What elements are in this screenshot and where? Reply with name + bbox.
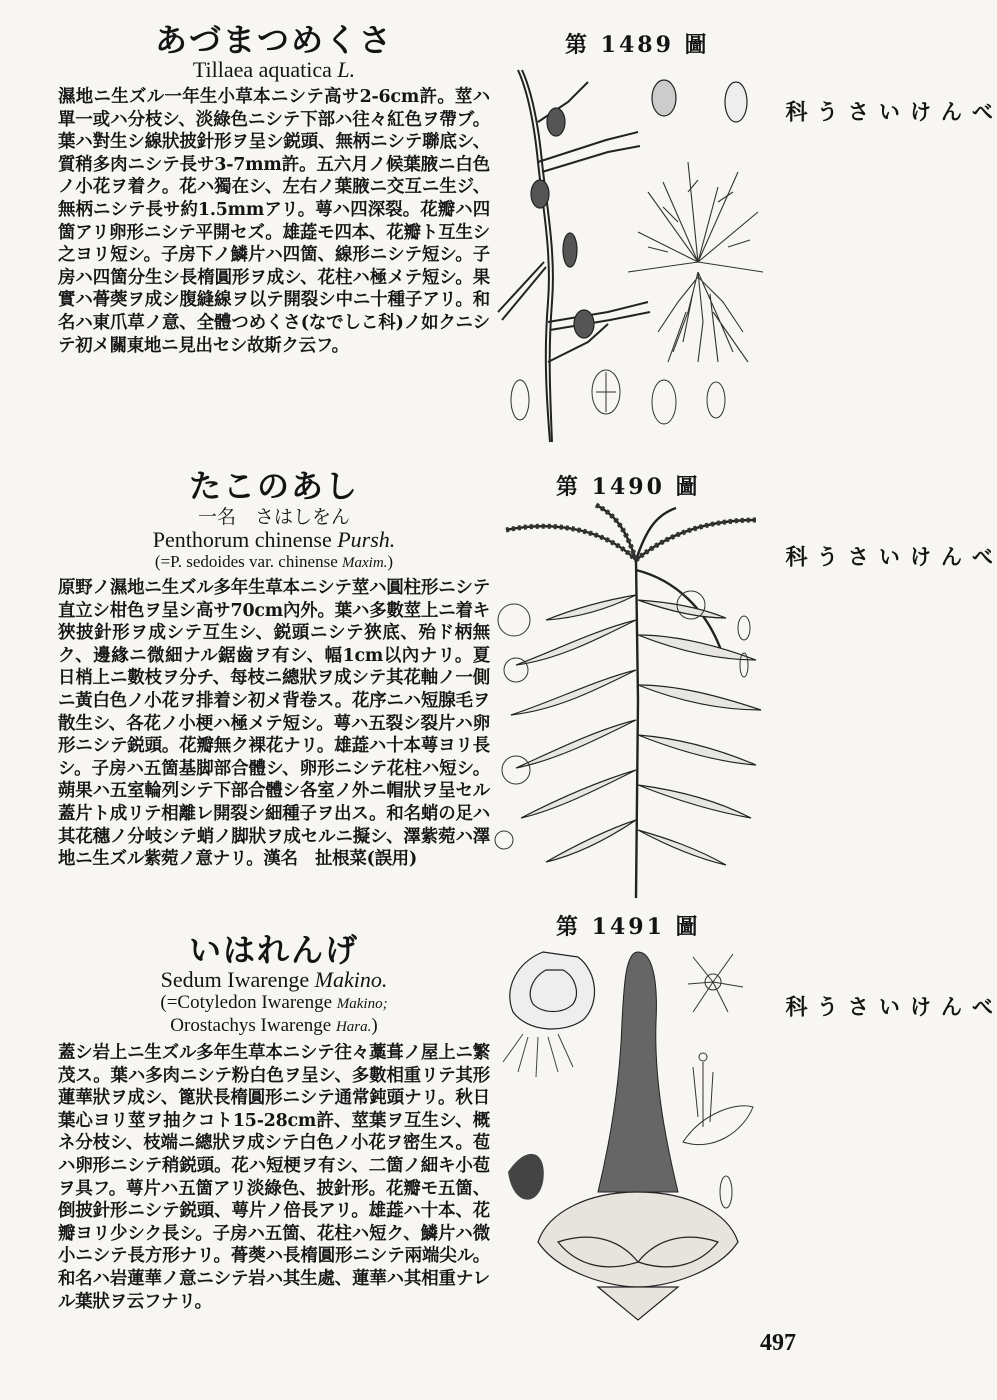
- synonym-author: Maxim.: [342, 555, 388, 571]
- synonym-author: Makino;: [336, 996, 388, 1012]
- page-number: 497: [760, 1330, 796, 1356]
- scientific-name-text: Sedum Iwarenge: [160, 967, 310, 992]
- japanese-name: あづまつめくさ: [154, 21, 393, 59]
- scientific-name: [58, 528, 490, 552]
- illustration-tillaea: [488, 62, 773, 447]
- illustration-sedum: [488, 942, 768, 1322]
- scientific-author: L.: [337, 57, 356, 82]
- description: 蓋シ岩上ニ生ズル多年生草本ニシテ往々藁葺ノ屋上ニ繁茂ス。葉ハ多肉ニシテ粉白色ヲ呈シ、多數相重リテ其形蓮華狀ヲ成シ、篦狀長楕圓形ニシテ通常鈍頭ナリ。秋日葉心ヨリ莖ヲ抽クコト15-28cm許、莖葉ヲ互生シ、概ネ分枝シ、枝端ニ總狀ヲ成シテ白色ノ小花ヲ密生ス。苞ハ卵形ニシテ稍鋭頭。花ハ短梗ヲ有シ、二箇ノ細キ小苞ヲ具フ。萼片ハ五箇アリ淡綠色、披針形。花瓣モ五箇、倒披針形ニシテ鋭頭、萼片ノ倍長アリ。雄蕋ハ十本、花瓣ヨリ少シク長シ。子房ハ五箇、花柱ハ短ク、鱗片ハ微小ニシテ長方形ナリ。蓇葖ハ長楕圓形ニシテ兩端尖ル。和名ハ岩蓮華ノ意ニシテ岩ハ其生處、蓮華ハ其相重ナレル葉狀ヲ云フナリ。: [58, 1043, 490, 1312]
- synonym-text: (=P. sedoides var. chinense: [154, 552, 343, 571]
- figure-number: 第 1490 圖: [556, 474, 701, 500]
- synonym-tail: ): [371, 1015, 378, 1036]
- family-label: べんけいさう科: [782, 100, 994, 125]
- scientific-author: Pursh.: [337, 527, 396, 552]
- alternate-name: 一名 さはしをん: [197, 506, 350, 528]
- scientific-name: [58, 58, 490, 82]
- synonym: [58, 1015, 490, 1038]
- synonym-author: Hara.: [335, 1019, 372, 1035]
- family-label: べんけいさう科: [782, 545, 994, 570]
- description: 濕地ニ生ズル一年生小草本ニシテ高サ2-6cm許。莖ハ單一或ハ分枝シ、淡綠色ニシテ下部ハ往々紅色ヲ帶ブ。葉ハ對生シ線狀披針形ヲ呈シ鋭頭、無柄ニシテ聯底シ、質稍多肉ニシテ長サ3-7mm許。五六月ノ候葉腋ニ白色ノ小花ヲ着ク。花ハ獨在シ、左右ノ葉腋ニ交互ニ生ジ、無柄ニシテ長サ約1.5mmアリ。萼ハ四深裂。花瓣ハ四箇アリ卵形ニシテ平開セズ。雄蕋モ四本、花瓣ト互生シ之ヨリ短シ。子房下ノ鱗片ハ四箇、線形ニシテ短シ。子房ハ四箇分生シ長楕圓形ヲ成シ、花柱ハ極メテ短シ。果實ハ蓇葖ヲ成シ腹縫線ヲ以テ開裂シ中ニ十種子アリ。和名ハ東爪草ノ意、全體つめくさ(なでしこ科)ノ如クニシテ初メ關東地ニ見出セシ故斯ク云フ。: [58, 87, 490, 356]
- entry-text: [58, 22, 490, 456]
- scientific-author: Makino.: [314, 967, 388, 992]
- scientific-name: [58, 968, 490, 992]
- scientific-name-text: Tillaea aquatica: [192, 57, 332, 82]
- japanese-name: たこのあし: [188, 467, 359, 505]
- synonym-tail: ): [387, 552, 394, 571]
- figure-number: 第 1491 圖: [556, 914, 701, 940]
- synonym-text: (=Cotyledon Iwarenge: [160, 992, 337, 1013]
- entry-text: [58, 932, 490, 1360]
- family-label: べんけいさう科: [782, 995, 994, 1020]
- synonym-text: Orostachys Iwarenge: [170, 1015, 336, 1036]
- figure-number: 第 1489 圖: [565, 32, 710, 58]
- synonym: [58, 552, 490, 573]
- description: 原野ノ濕地ニ生ズル多年生草本ニシテ莖ハ圓柱形ニシテ直立シ柑色ヲ呈シ高サ70cm內外。葉ハ多數莖上ニ着キ狹披針形ヲ成シテ互生シ、鋭頭ニシテ狹底、殆ド柄無ク、邊緣ニ微細ナル鋸齒ヲ有シ、幅1cm以內ナリ。夏日梢上ニ數枝ヲ分チ、每枝ニ總狀ヲ成シテ其花軸ノ一側ニ黃白色ノ小花ヲ排着シ初メ背卷ス。花序ニハ短腺毛ヲ散生シ、各花ノ小梗ハ極メテ短シ。萼ハ五裂シ裂片ハ卵形ニシテ鋭頭。花瓣無ク裸花ナリ。雄蕋ハ十本萼ヨリ長シ。子房ハ五箇基脚部合體シ、卵形ニシテ花柱ハ短シ。蒴果ハ五室輪列シテ下部合體シ各室ノ外ニ帽狀ヲ呈セル蓋片ト成リテ相離レ開裂シ細種子ヲ出ス。和名蛸の足ハ其花穗ノ分岐シテ蛸ノ脚狀ヲ成セルニ擬シ、澤紫菀ハ澤地ニ生ズル紫菀ノ意ナリ。漢名 扯根菜(誤用): [58, 578, 490, 870]
- scientific-name-text: Penthorum chinense: [152, 527, 332, 552]
- japanese-name: いはれんげ: [188, 931, 359, 969]
- illustration-penthorum: [486, 500, 776, 900]
- entry-text: [58, 468, 490, 895]
- synonym: [58, 992, 490, 1015]
